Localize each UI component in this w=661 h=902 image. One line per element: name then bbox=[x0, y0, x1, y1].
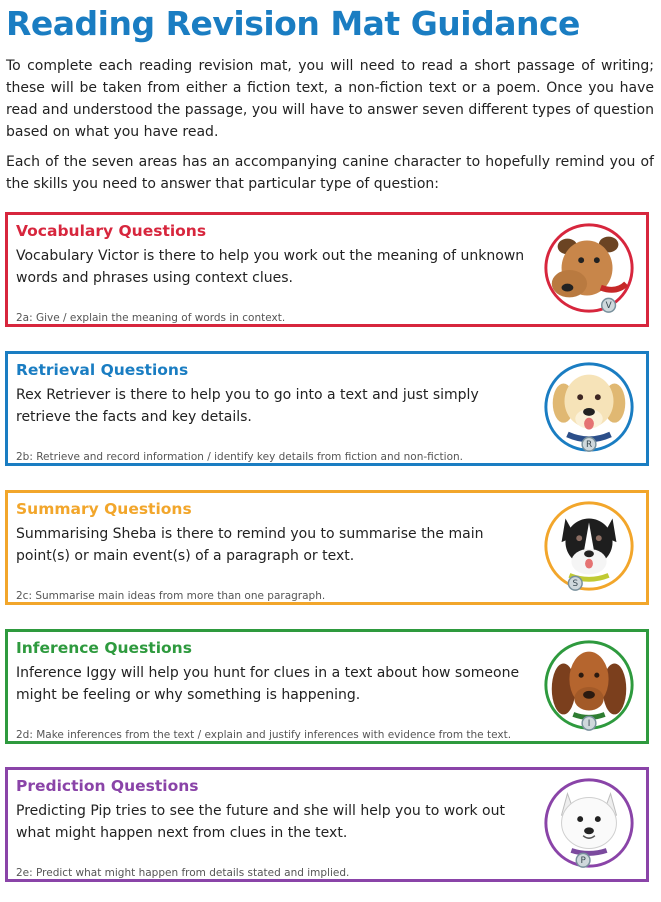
terrier-dog-icon bbox=[540, 219, 638, 317]
card-footnote: 2e: Predict what might happen from details stated and implied. bbox=[16, 867, 350, 879]
card-footnote: 2a: Give / explain the meaning of words in context. bbox=[16, 312, 286, 324]
card-description: Rex Retriever is there to help you to go into a text and just simply retrieve the facts and key details. bbox=[16, 387, 479, 425]
collie-dog-icon bbox=[540, 497, 638, 595]
vocabulary-card bbox=[5, 212, 649, 327]
card-title: Retrieval Questions bbox=[16, 361, 189, 379]
tag-letter: P bbox=[580, 856, 586, 867]
card-title: Vocabulary Questions bbox=[16, 222, 207, 240]
card-title: Inference Questions bbox=[16, 639, 192, 657]
card-description: Vocabulary Victor is there to help you work out the meaning of unknown words and phrases using context clues. bbox=[16, 248, 525, 286]
card-title: Summary Questions bbox=[16, 500, 192, 518]
inference-card bbox=[5, 629, 649, 744]
card-description: Inference Iggy will help you hunt for clues in a text about how someone might be feeling or why something is happening. bbox=[16, 665, 520, 703]
card-description: Summarising Sheba is there to remind you to summarise the main point(s) or main event(s) of a paragraph or text. bbox=[16, 526, 484, 564]
card-footnote: 2b: Retrieve and record information / identify key details from fiction and non-fiction. bbox=[16, 451, 464, 463]
card-footnote: 2d: Make inferences from the text / explain and justify inferences with evidence from the text. bbox=[16, 729, 512, 741]
tag-letter: R bbox=[585, 440, 593, 451]
spitz-dog-icon bbox=[540, 774, 638, 872]
page-title: Reading Revision Mat Guidance bbox=[6, 4, 580, 43]
prediction-card bbox=[5, 767, 649, 882]
bloodhound-dog-icon bbox=[540, 636, 638, 734]
retrieval-card bbox=[5, 351, 649, 466]
card-footnote: 2c: Summarise main ideas from more than one paragraph. bbox=[16, 590, 326, 602]
tag-letter: S bbox=[572, 579, 579, 590]
intro-paragraph-2: Each of the seven areas has an accompanying canine character to hopefully remind you of the skills you need to answer that particular type of question: bbox=[6, 154, 654, 192]
card-title: Prediction Questions bbox=[16, 777, 199, 795]
summary-card bbox=[5, 490, 649, 605]
retriever-dog-icon bbox=[540, 358, 638, 456]
card-description: Predicting Pip tries to see the future and she will help you to work out what might happen next from clues in the text. bbox=[16, 803, 505, 841]
tag-letter: I bbox=[587, 719, 591, 730]
intro-paragraph: To complete each reading revision mat, you will need to read a short passage of writing; these will be taken from either a fiction text, a non-fiction text or a poem. Once you have read and understood the passage, you will have to answer seven different types of question based on what you have read. bbox=[6, 58, 654, 140]
tag-letter: V bbox=[605, 301, 612, 312]
